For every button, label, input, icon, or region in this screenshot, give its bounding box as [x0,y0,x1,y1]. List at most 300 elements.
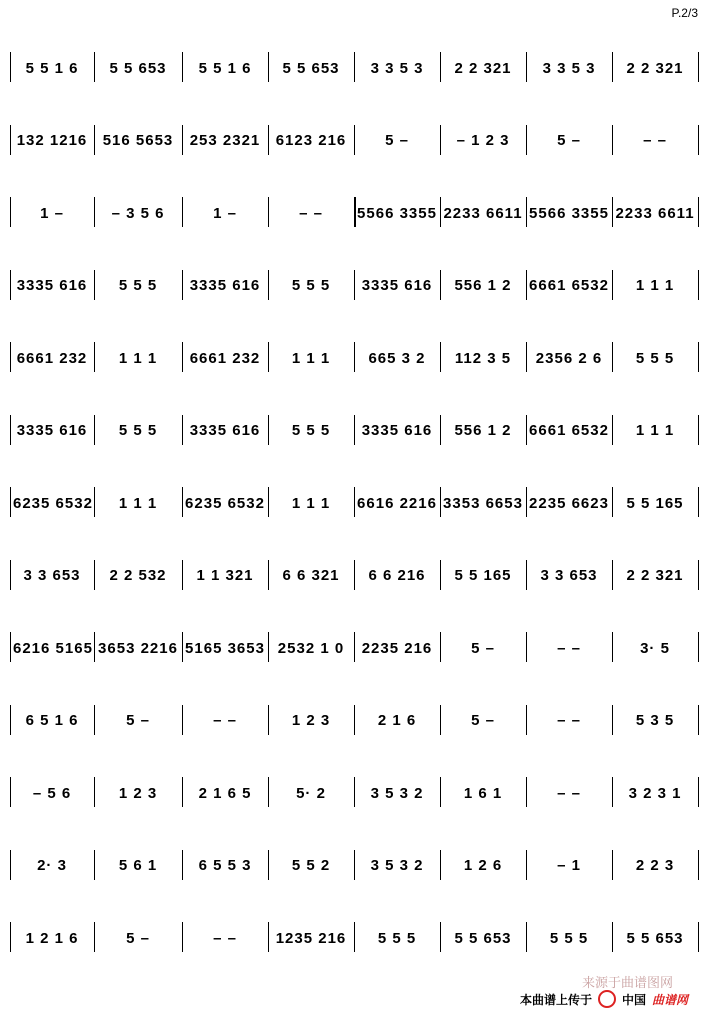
measure [271,121,351,161]
measure-notes: 5 5 2 [291,857,331,874]
measure [97,338,179,378]
barline [612,487,613,517]
site-logo-icon [598,990,616,1008]
measure-notes: 2233 6611 [615,204,695,222]
measure-notes: 3 3 653 [23,567,81,584]
measure-notes: – – [557,639,581,657]
measure [443,628,523,668]
measure [13,121,91,161]
barline [698,342,699,372]
measure [13,773,91,813]
barline [182,270,183,300]
measure-notes: 253 2321 [189,132,261,149]
barline [354,487,355,517]
barline [440,560,441,590]
barline [268,850,269,880]
barline [182,705,183,735]
measure-notes: 5 – [126,712,150,729]
measure [615,411,695,451]
score-line [10,48,700,88]
measure [185,918,265,958]
barline [440,850,441,880]
measure [185,556,265,596]
measure-notes: 2 2 321 [454,59,512,77]
barline [526,777,527,807]
barline [698,197,699,227]
measure-notes: 3 3 5 3 [542,59,596,77]
measure [97,193,179,233]
measure [529,773,609,813]
measure-notes: 6661 6532 [529,277,609,294]
measure-notes: 2532 1 0 [277,639,345,657]
barline [612,125,613,155]
measure-notes: 5 5 5 [118,422,158,439]
score-line [10,338,700,378]
barline [612,342,613,372]
barline [612,922,613,952]
barline [440,342,441,372]
measure-notes: 3335 616 [361,277,433,294]
measure [529,121,609,161]
barline [94,52,95,82]
measure-notes: 1 1 1 [635,277,675,294]
measure-notes: – – [557,784,581,802]
measure-notes: 2356 2 6 [535,349,603,367]
measure [615,266,695,306]
measure-notes: – 5 6 [32,784,72,802]
barline [182,922,183,952]
measure-notes: 3353 6653 [443,494,523,512]
measure [271,411,351,451]
barline [354,922,355,952]
measure-notes: 3 3 653 [540,567,598,584]
barline [182,487,183,517]
barline [94,487,95,517]
measure [357,193,437,233]
score-line [10,121,700,161]
barline [440,922,441,952]
measure [529,483,609,523]
measure [271,701,351,741]
measure [357,483,437,523]
measure [357,266,437,306]
barline [268,560,269,590]
measure [185,266,265,306]
measure [615,48,695,88]
measure [97,918,179,958]
measure-notes: 3 5 3 2 [370,784,424,802]
barline [10,52,11,82]
measure-notes: 2 1 6 5 [198,784,252,802]
measure [13,48,91,88]
barline [440,632,441,662]
measure-notes: 1235 216 [275,929,347,947]
barline [268,922,269,952]
footer-text: 本曲谱上传于 [520,992,593,1007]
barline [698,777,699,807]
measure-notes: 1 1 1 [635,422,675,439]
barline [182,560,183,590]
measure [185,846,265,886]
measure-notes: 6661 232 [189,349,261,367]
measure [271,483,351,523]
measure [271,193,351,233]
barline [526,125,527,155]
score-line [10,846,700,886]
measure-notes: 2235 216 [361,639,433,657]
measure [529,48,609,88]
barline [526,922,527,952]
barline [698,560,699,590]
measure [443,48,523,88]
barline [10,922,11,952]
barline [10,197,11,227]
barline [612,270,613,300]
measure-notes: 5 5 5 [291,422,331,439]
barline [526,850,527,880]
measure [185,121,265,161]
barline [94,560,95,590]
barline [94,777,95,807]
measure-notes: 5 – [471,639,495,657]
measure-notes: 2· 3 [37,857,67,874]
measure [185,773,265,813]
barline [698,125,699,155]
barline [354,125,355,155]
barline [612,705,613,735]
barline [440,125,441,155]
measure-notes: 6216 5165 [13,639,93,657]
score-line [10,701,700,741]
measure [271,266,351,306]
measure-notes: 1 1 1 [291,494,331,512]
barline [94,125,95,155]
measure [271,556,351,596]
barline [612,777,613,807]
measure-notes: 6235 6532 [185,494,265,512]
measure [615,121,695,161]
measure-notes: 5 6 1 [118,857,158,874]
barline [612,632,613,662]
measure [615,918,695,958]
measure-notes: 5 5 653 [282,59,340,77]
measure [443,918,523,958]
measure [271,846,351,886]
barline [440,705,441,735]
measure-notes: 6 5 5 3 [198,857,252,874]
barline [182,125,183,155]
footer-site: 中国 [622,992,647,1007]
barline [268,342,269,372]
score-line [10,483,700,523]
measure-notes: 2233 6611 [443,204,523,222]
barline [612,415,613,445]
barline [526,560,527,590]
measure-notes: – 1 [557,857,581,874]
measure [13,701,91,741]
measure-notes: 5 – [126,929,150,947]
barline [698,850,699,880]
measure [13,483,91,523]
measure [185,48,265,88]
barline [354,342,355,372]
measure-notes: 2235 6623 [529,494,609,512]
measure-notes: 3 2 3 1 [628,784,682,802]
measure-notes: – 3 5 6 [111,204,165,222]
measure-notes: 556 1 2 [454,277,512,294]
measure-notes: – – [557,712,581,729]
measure [97,628,179,668]
measure [443,338,523,378]
measure [271,918,351,958]
barline [10,777,11,807]
barline [612,197,613,227]
measure [615,483,695,523]
measure [185,628,265,668]
measure-notes: – 1 2 3 [456,132,510,149]
measure [443,483,523,523]
barline [440,52,441,82]
measure-notes: 556 1 2 [454,422,512,439]
measure [529,628,609,668]
barline [182,632,183,662]
barline [10,270,11,300]
measure [97,773,179,813]
measure-notes: – – [213,929,237,947]
barline [526,487,527,517]
footer [520,990,688,1008]
measure-notes: 5 5 1 6 [198,59,252,77]
barline [354,52,355,82]
barline [354,632,355,662]
measure [13,556,91,596]
measure-notes: 112 3 5 [454,349,512,367]
measure [443,266,523,306]
measure [529,918,609,958]
barline [268,52,269,82]
barline [94,342,95,372]
measure [97,556,179,596]
barline [182,777,183,807]
barline [440,777,441,807]
measure-notes: – – [299,204,323,222]
barline [94,705,95,735]
barline [354,777,355,807]
barline [526,197,527,227]
measure-notes: 6661 232 [16,349,88,367]
measure-notes: 5 5 5 [377,929,417,947]
measure [97,846,179,886]
measure [357,846,437,886]
measure-notes: 6123 216 [275,132,347,149]
barline [268,197,269,227]
measure [357,556,437,596]
barline [354,705,355,735]
measure-notes: 3 5 3 2 [370,857,424,874]
barline [182,415,183,445]
score-line [10,628,700,668]
measure [615,773,695,813]
measure-notes: 6235 6532 [13,494,93,512]
barline [612,850,613,880]
measure-notes: 516 5653 [102,132,174,149]
barline [526,52,527,82]
measure [529,846,609,886]
measure-notes: 6 6 216 [368,567,426,584]
measure-notes: 5566 3355 [357,204,437,222]
barline [354,560,355,590]
barline [10,415,11,445]
barline [182,850,183,880]
measure [185,483,265,523]
measure-notes: – – [643,132,667,149]
measure-notes: 1 6 1 [463,784,503,802]
barline [526,705,527,735]
measure-notes: 3335 616 [361,422,433,439]
measure-notes: 3335 616 [189,277,261,294]
measure [529,701,609,741]
measure [443,121,523,161]
measure [357,918,437,958]
measure [615,193,695,233]
measure [97,483,179,523]
measure-notes: 1 2 1 6 [25,929,79,947]
measure-notes: 1 1 1 [118,494,158,512]
measure [615,628,695,668]
barline [698,52,699,82]
barline [94,850,95,880]
measure [615,846,695,886]
measure-notes: 5 5 653 [109,59,167,77]
measure [13,628,91,668]
barline [94,270,95,300]
barline [10,705,11,735]
measure [529,411,609,451]
measure-notes: 5 5 165 [454,567,512,584]
measure-notes: 5 5 5 [635,349,675,367]
measure [13,338,91,378]
measure-notes: 2 2 321 [626,59,684,77]
measure-notes: 1 1 1 [118,349,158,367]
barline [526,632,527,662]
barline [698,270,699,300]
barline [526,342,527,372]
measure-notes: 6 6 321 [282,567,340,584]
measure [357,411,437,451]
measure-notes: 6616 2216 [357,494,437,512]
barline [612,560,613,590]
barline [354,270,355,300]
measure-notes: 5 – [385,132,409,149]
measure [271,48,351,88]
score-line [10,556,700,596]
measure-notes: 665 3 2 [368,349,426,367]
barline [94,415,95,445]
measure-notes: 5 5 5 [549,929,589,947]
measure [529,193,609,233]
barline [698,922,699,952]
barline [10,560,11,590]
barline [526,270,527,300]
barline [10,125,11,155]
barline [182,342,183,372]
measure [357,628,437,668]
measure [185,411,265,451]
measure [615,338,695,378]
barline [526,415,527,445]
measure-notes: 5 – [557,132,581,149]
barline [268,777,269,807]
score-line [10,918,700,958]
measure-notes: 6661 6532 [529,422,609,439]
barline [10,850,11,880]
measure-notes: 132 1216 [16,132,88,149]
measure-notes: 5 5 1 6 [25,59,79,77]
measure-notes: 3 3 5 3 [370,59,424,77]
measure-notes: 6 5 1 6 [25,712,79,729]
barline [354,850,355,880]
measure-notes: 3335 616 [16,277,88,294]
barline [440,197,441,227]
measure [185,338,265,378]
barline [268,125,269,155]
measure [443,411,523,451]
measure [443,846,523,886]
measure [13,846,91,886]
measure-notes: 1 – [213,204,237,222]
barline [698,705,699,735]
barline [182,52,183,82]
measure-notes: 5 5 653 [454,929,512,947]
measure [13,411,91,451]
barline [94,197,95,227]
measure-notes: 5566 3355 [529,204,609,222]
barline [698,632,699,662]
measure [615,556,695,596]
measure [529,266,609,306]
barline [440,487,441,517]
barline [268,415,269,445]
barline [440,270,441,300]
barline [94,922,95,952]
barline [354,197,356,227]
measure [357,701,437,741]
measure-notes: 3335 616 [189,422,261,439]
barline [268,487,269,517]
measure [97,411,179,451]
barline [94,632,95,662]
barline [268,632,269,662]
barline [698,487,699,517]
measure-notes: 5· 2 [296,784,326,802]
measure [271,338,351,378]
measure-notes: 1 2 3 [118,784,158,802]
measure [97,48,179,88]
score-line [10,266,700,306]
score-line [10,411,700,451]
measure-notes: 5 5 165 [626,494,684,512]
measure-notes: 1 1 1 [291,349,331,367]
barline [698,415,699,445]
barline [182,197,183,227]
score-line [10,193,700,233]
barline [10,632,11,662]
barline [10,342,11,372]
measure-notes: – – [213,712,237,729]
measure-notes: 2 1 6 [377,712,417,729]
measure-notes: 1 1 321 [196,567,254,584]
measure-notes: 3653 2216 [98,639,178,657]
